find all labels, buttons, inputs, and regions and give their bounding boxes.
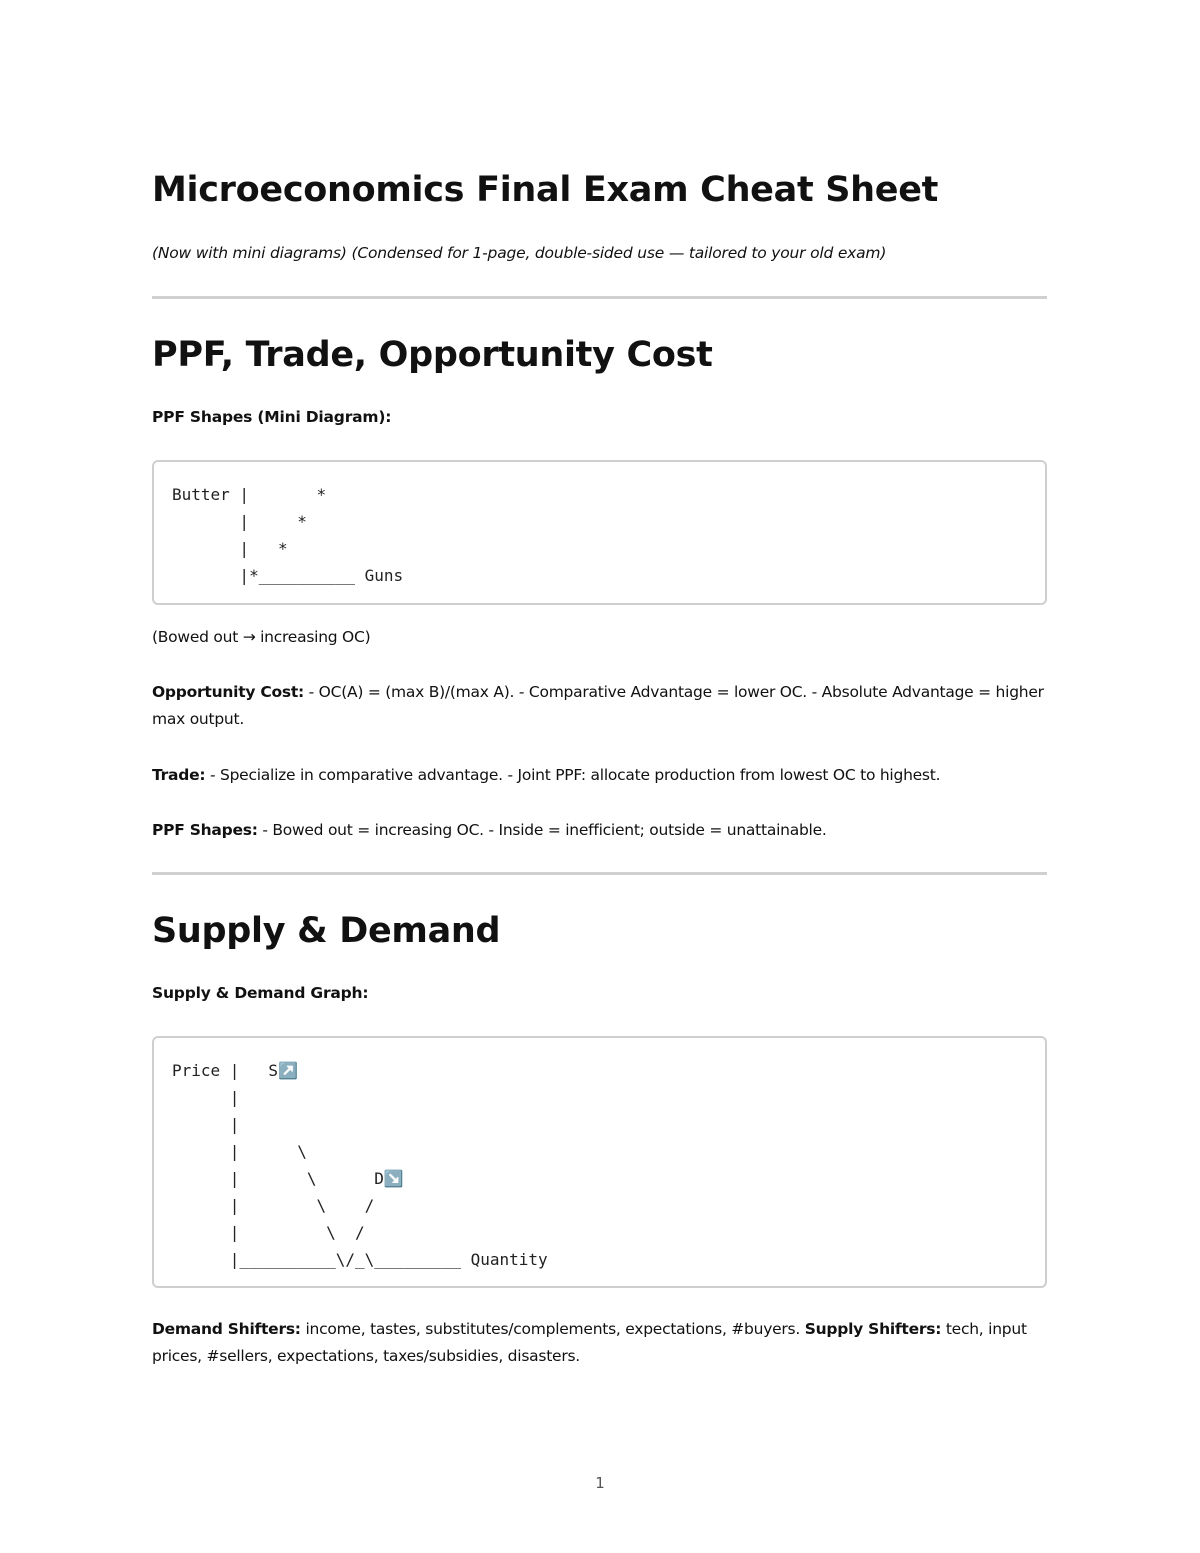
ppf-diagram-codeblock [152,460,1047,605]
ppf-diagram-label: PPF Shapes (Mini Diagram): [152,408,392,426]
supply-demand-codeblock [152,1036,1047,1288]
trade-label: Trade: [152,766,206,784]
supply-demand-diagram-label: Supply & Demand Graph: [152,984,369,1002]
ppf-shapes-label: PPF Shapes: [152,821,258,839]
divider [152,872,1047,875]
page-title: Microeconomics Final Exam Cheat Sheet [152,170,939,210]
ppf-shapes-text: - Bowed out = increasing OC. - Inside = inefficient; outside = unattainable. [257,821,827,839]
demand-shifters-text: income, tastes, substitutes/complements, expectations, #buyers. [300,1320,805,1338]
supply-demand-diagram: Price | S↗️ | | | \ | \ D↘️ | \ / | \ / |__________\/_\_________ Quantity [172,1061,548,1269]
opportunity-cost-label: Opportunity Cost: [152,683,304,701]
supply-shifters-label: Supply Shifters: [804,1320,942,1338]
trade-paragraph [152,762,1047,789]
shifters-paragraph [152,1316,1047,1370]
opportunity-cost-text: - OC(A) = (max B)/(max A). - Comparative Advantage = lower OC. - Absolute Advantage = higher max output. [152,683,1044,728]
supply-shifters-text: tech, input prices, #sellers, expectations, taxes/subsidies, disasters. [152,1320,1027,1365]
ppf-diagram: Butter | * | * | * |*__________ Guns [172,485,404,585]
section-heading-supply-demand: Supply & Demand [152,911,501,951]
section-heading-ppf: PPF, Trade, Opportunity Cost [152,335,713,375]
demand-shifters-label: Demand Shifters: [152,1320,301,1338]
opportunity-cost-paragraph [152,679,1047,733]
ppf-shapes-paragraph [152,817,1047,844]
divider [152,296,1047,299]
ppf-caption: (Bowed out → increasing OC) [152,628,371,646]
trade-text: - Specialize in comparative advantage. - Joint PPF: allocate production from lowest OC to highest. [205,766,941,784]
page-number: 1 [595,1474,605,1492]
page-subtitle: (Now with mini diagrams) (Condensed for 1-page, double-sided use — tailored to your old exam) [152,244,887,262]
